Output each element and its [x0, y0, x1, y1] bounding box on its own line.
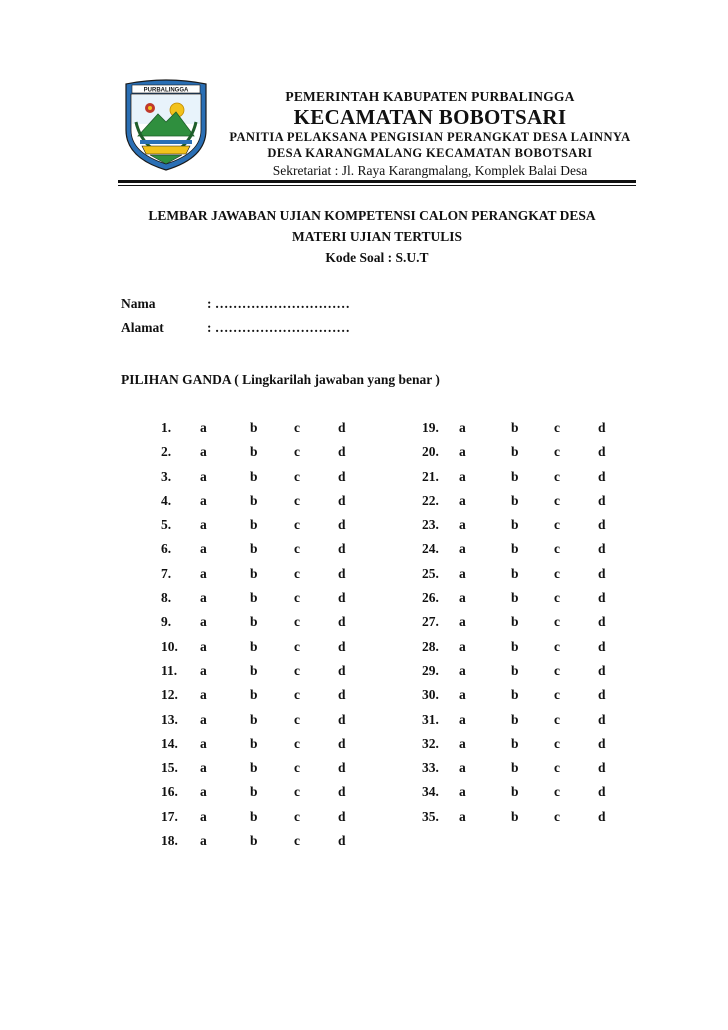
- answer-option-d[interactable]: d: [338, 565, 346, 581]
- answer-option-a[interactable]: a: [459, 468, 466, 484]
- question-number: 11.: [161, 662, 178, 678]
- answer-option-c[interactable]: c: [294, 760, 300, 776]
- title-line-2: MATERI UJIAN TERTULIS: [291, 229, 463, 244]
- answer-option-d[interactable]: d: [338, 444, 346, 460]
- answer-option-a[interactable]: a: [459, 444, 466, 460]
- answer-option-b[interactable]: b: [250, 444, 258, 460]
- answer-option-a[interactable]: a: [459, 541, 466, 557]
- letterhead-committee: PANITIA PELAKSANA PENGISIAN PERANGKAT DESA LAINNYA: [229, 130, 631, 144]
- question-number: 7.: [161, 565, 172, 581]
- answer-option-c[interactable]: c: [294, 492, 300, 508]
- answer-option-b[interactable]: b: [250, 687, 258, 703]
- answer-option-a[interactable]: a: [459, 638, 466, 654]
- question-number: 35.: [422, 808, 439, 824]
- letterhead-divider-thin: [118, 185, 636, 186]
- question-number: 31.: [422, 711, 439, 727]
- question-number: 6.: [161, 541, 172, 557]
- answer-option-c[interactable]: c: [554, 420, 560, 435]
- answer-option-c[interactable]: c: [294, 662, 300, 678]
- letterhead-divider-thick: [118, 180, 636, 183]
- answer-option-b[interactable]: b: [250, 662, 258, 678]
- answer-option-b[interactable]: b: [511, 590, 519, 606]
- answer-option-d[interactable]: d: [338, 492, 346, 508]
- answer-option-c[interactable]: c: [294, 590, 300, 606]
- answer-option-c[interactable]: c: [554, 662, 560, 678]
- letterhead: [210, 88, 650, 180]
- answer-option-c[interactable]: c: [554, 784, 560, 800]
- answer-option-b[interactable]: b: [250, 638, 258, 654]
- answer-option-b[interactable]: b: [250, 711, 258, 727]
- answer-option-b[interactable]: b: [250, 492, 258, 508]
- answer-option-b[interactable]: b: [511, 614, 519, 630]
- answer-option-c[interactable]: c: [294, 784, 300, 800]
- answer-option-c[interactable]: c: [294, 541, 300, 557]
- title-line-1: LEMBAR JAWABAN UJIAN KOMPETENSI CALON PERANGKAT DESA: [148, 208, 596, 223]
- question-number: 9.: [161, 614, 172, 630]
- answer-option-a[interactable]: a: [459, 590, 466, 606]
- answer-option-c[interactable]: c: [294, 444, 300, 460]
- answer-option-c[interactable]: c: [294, 468, 300, 484]
- answer-option-d[interactable]: d: [598, 687, 606, 703]
- answer-option-b[interactable]: b: [250, 614, 258, 630]
- answer-option-d[interactable]: d: [338, 614, 346, 630]
- answer-option-d[interactable]: d: [338, 711, 346, 727]
- answer-option-b[interactable]: b: [511, 492, 519, 508]
- answer-option-d[interactable]: d: [598, 614, 606, 630]
- answer-option-b[interactable]: b: [511, 517, 519, 533]
- answer-option-b[interactable]: b: [511, 468, 519, 484]
- answer-option-b[interactable]: b: [250, 541, 258, 557]
- question-number: 12.: [161, 687, 178, 703]
- answer-option-d[interactable]: d: [598, 468, 606, 484]
- answer-option-b[interactable]: b: [250, 420, 258, 435]
- answer-option-c[interactable]: c: [294, 517, 300, 533]
- answer-option-d[interactable]: d: [338, 808, 346, 824]
- answer-option-c[interactable]: c: [294, 833, 300, 849]
- answer-option-a[interactable]: a: [459, 784, 466, 800]
- answer-option-a[interactable]: a: [459, 760, 466, 776]
- answer-option-c[interactable]: c: [554, 590, 560, 606]
- question-number: 8.: [161, 590, 172, 606]
- question-number: 1.: [161, 420, 172, 435]
- answer-option-d[interactable]: d: [338, 590, 346, 606]
- answer-option-b[interactable]: b: [250, 735, 258, 751]
- answer-option-a[interactable]: a: [200, 517, 207, 533]
- answer-option-a[interactable]: a: [459, 687, 466, 703]
- answer-option-a[interactable]: a: [200, 468, 207, 484]
- answer-option-d[interactable]: d: [598, 590, 606, 606]
- question-number: 20.: [422, 444, 439, 460]
- name-field[interactable]: [121, 296, 350, 312]
- answer-option-a[interactable]: a: [200, 784, 207, 800]
- question-number: 32.: [422, 735, 439, 751]
- address-field[interactable]: [121, 320, 350, 336]
- answer-option-b[interactable]: b: [250, 808, 258, 824]
- answer-option-d[interactable]: d: [598, 565, 606, 581]
- answer-option-b[interactable]: b: [250, 468, 258, 484]
- regency-emblem-logo: [120, 78, 212, 174]
- address-label: Alamat: [121, 320, 164, 335]
- question-number: 17.: [161, 808, 178, 824]
- question-number: 5.: [161, 517, 172, 533]
- answer-option-a[interactable]: a: [459, 565, 466, 581]
- answer-option-b[interactable]: b: [250, 784, 258, 800]
- address-value[interactable]: : …………………………: [207, 320, 350, 335]
- answer-option-b[interactable]: b: [511, 541, 519, 557]
- answer-option-a[interactable]: a: [200, 590, 207, 606]
- answer-option-a[interactable]: a: [200, 638, 207, 654]
- answer-option-c[interactable]: c: [294, 735, 300, 751]
- question-number: 18.: [161, 833, 178, 849]
- answer-option-d[interactable]: d: [598, 541, 606, 557]
- question-number: 13.: [161, 711, 178, 727]
- answer-option-a[interactable]: a: [200, 687, 207, 703]
- question-number: 15.: [161, 760, 178, 776]
- answer-option-d[interactable]: d: [338, 687, 346, 703]
- answer-option-d[interactable]: d: [598, 808, 606, 824]
- document-title: [118, 205, 636, 268]
- answer-option-a[interactable]: a: [200, 420, 207, 435]
- question-number: 14.: [161, 735, 178, 751]
- question-number: 22.: [422, 492, 439, 508]
- answer-option-a[interactable]: a: [459, 420, 466, 435]
- question-number: 27.: [422, 614, 439, 630]
- answer-option-d[interactable]: d: [598, 735, 606, 751]
- answer-option-a[interactable]: a: [200, 541, 207, 557]
- answer-option-c[interactable]: c: [294, 687, 300, 703]
- question-number: 33.: [422, 760, 439, 776]
- answer-option-d[interactable]: d: [598, 711, 606, 727]
- answer-option-a[interactable]: a: [200, 711, 207, 727]
- answer-option-d[interactable]: d: [598, 420, 606, 435]
- answer-option-c[interactable]: c: [554, 614, 560, 630]
- question-number: 2.: [161, 444, 172, 460]
- answer-option-a[interactable]: a: [200, 444, 207, 460]
- answer-option-d[interactable]: d: [338, 638, 346, 654]
- question-number: 25.: [422, 565, 439, 581]
- question-number: 29.: [422, 662, 439, 678]
- answer-option-c[interactable]: c: [554, 760, 560, 776]
- answer-option-c[interactable]: c: [294, 614, 300, 630]
- answer-option-b[interactable]: b: [250, 590, 258, 606]
- letterhead-government: PEMERINTAH KABUPATEN PURBALINGGA: [285, 89, 575, 104]
- answer-option-b[interactable]: b: [511, 420, 519, 435]
- answer-option-d[interactable]: d: [338, 784, 346, 800]
- answer-option-b[interactable]: b: [250, 517, 258, 533]
- answer-option-a[interactable]: a: [459, 662, 466, 678]
- question-number: 26.: [422, 590, 439, 606]
- answer-option-c[interactable]: c: [554, 735, 560, 751]
- answer-option-a[interactable]: a: [459, 614, 466, 630]
- answer-option-c[interactable]: c: [294, 565, 300, 581]
- answer-option-a[interactable]: a: [200, 833, 207, 849]
- letterhead-secretariat: Sekretariat : Jl. Raya Karangmalang, Komplek Balai Desa: [272, 163, 588, 178]
- question-number: 19.: [422, 420, 439, 435]
- answer-option-c[interactable]: c: [554, 517, 560, 533]
- answer-option-b[interactable]: b: [511, 735, 519, 751]
- question-number: 10.: [161, 638, 178, 654]
- answer-option-d[interactable]: d: [598, 662, 606, 678]
- answer-option-c[interactable]: c: [554, 565, 560, 581]
- title-line-3: Kode Soal : S.U.T: [325, 250, 429, 265]
- answer-option-b[interactable]: b: [250, 565, 258, 581]
- answer-option-d[interactable]: d: [338, 662, 346, 678]
- answer-option-c[interactable]: c: [554, 492, 560, 508]
- question-number: 28.: [422, 638, 439, 654]
- answer-option-d[interactable]: d: [338, 833, 346, 849]
- answer-option-d[interactable]: d: [338, 517, 346, 533]
- answer-option-a[interactable]: a: [200, 662, 207, 678]
- answer-option-d[interactable]: d: [338, 420, 346, 435]
- answer-option-a[interactable]: a: [200, 808, 207, 824]
- answer-option-a[interactable]: a: [200, 614, 207, 630]
- answer-option-c[interactable]: c: [294, 420, 300, 435]
- answer-option-c[interactable]: c: [554, 468, 560, 484]
- answer-option-b[interactable]: b: [250, 833, 258, 849]
- answer-option-b[interactable]: b: [511, 687, 519, 703]
- answer-option-b[interactable]: b: [511, 638, 519, 654]
- answer-option-a[interactable]: a: [200, 492, 207, 508]
- answer-option-c[interactable]: c: [554, 711, 560, 727]
- answer-option-a[interactable]: a: [459, 711, 466, 727]
- question-number: 23.: [422, 517, 439, 533]
- answer-option-b[interactable]: b: [511, 662, 519, 678]
- answer-option-a[interactable]: a: [459, 517, 466, 533]
- answer-option-a[interactable]: a: [200, 760, 207, 776]
- answer-option-b[interactable]: b: [511, 784, 519, 800]
- multiple-choice-heading: PILIHAN GANDA ( Lingkarilah jawaban yang benar ): [121, 372, 440, 387]
- answer-option-d[interactable]: d: [338, 468, 346, 484]
- answer-option-c[interactable]: c: [294, 808, 300, 824]
- answer-option-d[interactable]: d: [338, 735, 346, 751]
- question-number: 3.: [161, 468, 172, 484]
- name-label: Nama: [121, 296, 156, 311]
- question-number: 21.: [422, 468, 439, 484]
- letterhead-district: KECAMATAN BOBOTSARI: [293, 105, 567, 129]
- answer-option-b[interactable]: b: [511, 808, 519, 824]
- question-number: 34.: [422, 784, 439, 800]
- answer-option-d[interactable]: d: [338, 541, 346, 557]
- answer-option-b[interactable]: b: [511, 565, 519, 581]
- answer-option-c[interactable]: c: [554, 638, 560, 654]
- answer-option-d[interactable]: d: [598, 760, 606, 776]
- question-number: 16.: [161, 784, 178, 800]
- answer-option-d[interactable]: d: [598, 517, 606, 533]
- answer-option-c[interactable]: c: [554, 541, 560, 557]
- letterhead-village: DESA KARANGMALANG KECAMATAN BOBOTSARI: [267, 146, 593, 160]
- answer-option-d[interactable]: d: [338, 760, 346, 776]
- answer-option-a[interactable]: a: [459, 735, 466, 751]
- answer-option-d[interactable]: d: [598, 638, 606, 654]
- question-number: 24.: [422, 541, 439, 557]
- answer-option-c[interactable]: c: [294, 711, 300, 727]
- answer-option-a[interactable]: a: [459, 808, 466, 824]
- answer-option-b[interactable]: b: [511, 711, 519, 727]
- answer-option-a[interactable]: a: [200, 565, 207, 581]
- svg-text:PURBALINGGA: PURBALINGGA: [143, 87, 189, 94]
- answer-option-d[interactable]: d: [598, 492, 606, 508]
- answer-option-d[interactable]: d: [598, 784, 606, 800]
- name-value[interactable]: : …………………………: [207, 296, 350, 311]
- question-number: 4.: [161, 492, 172, 508]
- answer-option-c[interactable]: c: [554, 808, 560, 824]
- answer-option-c[interactable]: c: [554, 687, 560, 703]
- answer-option-b[interactable]: b: [511, 760, 519, 776]
- answer-option-b[interactable]: b: [511, 444, 519, 460]
- question-number: 30.: [422, 687, 439, 703]
- answer-option-c[interactable]: c: [294, 638, 300, 654]
- answer-option-a[interactable]: a: [459, 492, 466, 508]
- answer-option-b[interactable]: b: [250, 760, 258, 776]
- answer-option-d[interactable]: d: [598, 444, 606, 460]
- answer-option-a[interactable]: a: [200, 735, 207, 751]
- answer-option-c[interactable]: c: [554, 444, 560, 460]
